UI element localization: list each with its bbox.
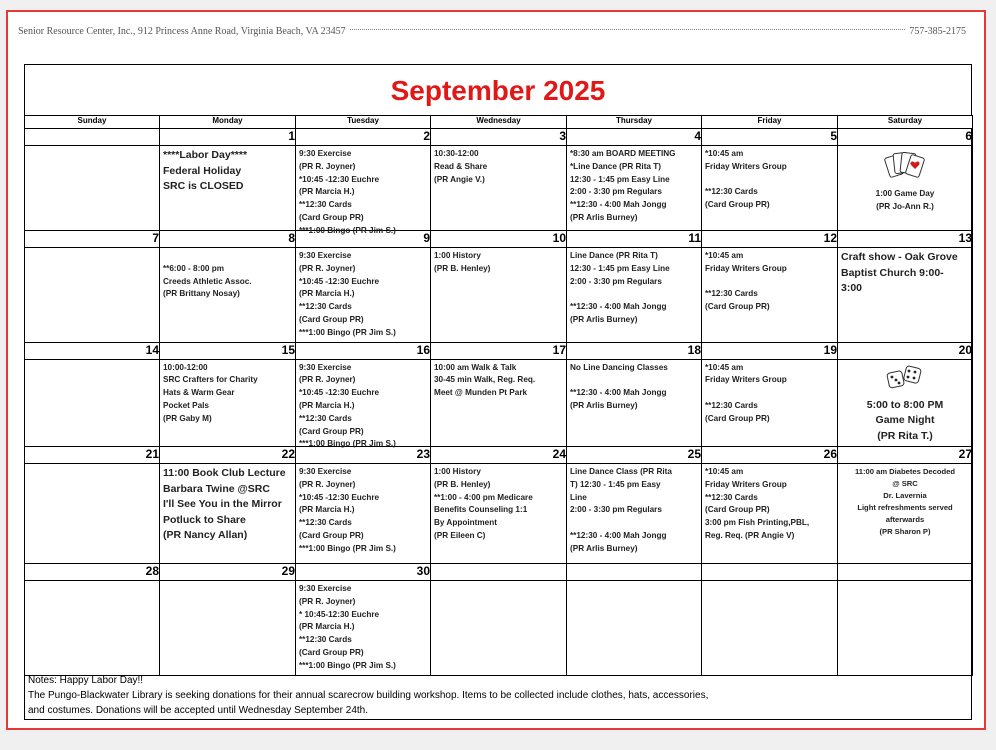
day-events: 9:30 Exercise (PR R. Joyner) *10:45 -12:30 Euchre (PR Marcia H.) **12:30 Cards (Card Group PR) ***1:00 Bingo (PR Jim S.) — [299, 467, 396, 553]
day-number: 15 — [160, 342, 296, 359]
week-1-events — [25, 146, 973, 231]
day-number: 9 — [296, 231, 431, 248]
day-events-cell — [702, 359, 838, 447]
header-address: Senior Resource Center, Inc., 912 Princess Anne Road, Virginia Beach, VA 23457 — [18, 26, 346, 37]
day-number: 24 — [431, 447, 567, 464]
weekday-friday: Friday — [702, 116, 838, 129]
day-number: 5 — [702, 129, 838, 146]
day-number: 3 — [431, 129, 567, 146]
day-events-cell — [25, 248, 160, 343]
day-number: 19 — [702, 342, 838, 359]
day-events: 1:00 History (PR B. Henley) **1:00 - 4:00 pm Medicare Benefits Counseling 1:1 By Appointment (PR Eileen C) — [434, 467, 533, 541]
weekday-thursday: Thursday — [567, 116, 702, 129]
day-events — [25, 581, 159, 585]
day-number: 26 — [702, 447, 838, 464]
weekday-sunday: Sunday — [25, 116, 160, 129]
day-events: *10:45 am Friday Writers Group **12:30 Cards (Card Group PR) — [705, 251, 787, 312]
day-events-cell — [25, 464, 160, 564]
day-events-cell — [160, 146, 296, 231]
day-events — [160, 581, 295, 585]
day-events-cell — [838, 359, 973, 447]
day-events: ****Labor Day**** Federal Holiday SRC is CLOSED — [163, 149, 248, 192]
day-number: 14 — [25, 342, 160, 359]
day-number: 11 — [567, 231, 702, 248]
day-number: 17 — [431, 342, 567, 359]
dice-icon — [885, 364, 925, 390]
day-number — [431, 564, 567, 581]
day-events — [25, 360, 159, 364]
day-events — [25, 464, 159, 468]
day-events-cell — [838, 248, 973, 343]
day-events: *10:45 am Friday Writers Group **12:30 Cards (Card Group PR) — [705, 149, 787, 210]
day-events-cell — [296, 359, 431, 447]
notes-section: Notes: Happy Labor Day!! The Pungo-Blackwater Library is seeking donations for their annual scarecrow building workshop. Items to be collected include clothes, hats, accessories, and costumes. Donations will be accepted until Wednesday September 24th. — [28, 675, 709, 716]
day-events: No Line Dancing Classes **12:30 - 4:00 Mah Jongg (PR Arlis Burney) — [570, 362, 668, 410]
day-events — [431, 581, 566, 585]
day-events: 10:00-12:00 SRC Crafters for Charity Hats & Warm Gear Pocket Pals (PR Gaby M) — [163, 362, 258, 423]
week-4-events — [25, 464, 973, 564]
calendar-title: September 2025 — [390, 75, 606, 106]
weekday-monday: Monday — [160, 116, 296, 129]
day-events-cell — [567, 359, 702, 447]
day-events-cell — [160, 359, 296, 447]
day-events: 9:30 Exercise (PR R. Joyner) * 10:45-12:30 Euchre (PR Marcia H.) **12:30 Cards (Card Group PR) ***1:00 Bingo (PR Jim S.) — [299, 584, 396, 670]
day-number: 28 — [25, 564, 160, 581]
playing-cards-icon — [883, 150, 927, 180]
calendar-page — [24, 64, 972, 720]
day-events-cell — [702, 581, 838, 676]
day-events-cell — [567, 464, 702, 564]
day-events — [25, 248, 159, 252]
day-events: Line Dance Class (PR Rita T) 12:30 - 1:45 pm Easy Line 2:00 - 3:30 pm Regulars **12:30 - 4:00 Mah Jongg (PR Arlis Burney) — [570, 467, 672, 553]
day-events-cell — [838, 464, 973, 564]
day-events: *8:30 am BOARD MEETING *Line Dance (PR Rita T) 12:30 - 1:45 pm Easy Line 2:00 - 3:30 pm Regulars **12:30 - 4:00 Mah Jongg (PR Arlis Burney) — [570, 149, 676, 222]
day-number: 2 — [296, 129, 431, 146]
day-events-cell — [702, 146, 838, 231]
weekday-header-row — [25, 116, 973, 129]
day-events-cell — [431, 464, 567, 564]
weekday-tuesday: Tuesday — [296, 116, 431, 129]
page-header — [18, 26, 966, 37]
day-number — [838, 564, 973, 581]
day-events: 1:00 History (PR B. Henley) — [434, 251, 491, 273]
day-events: 10:00 am Walk & Talk 30-45 min Walk, Reg. Req. Meet @ Munden Pt Park — [434, 362, 536, 398]
day-events: 10:30-12:00 Read & Share (PR Angie V.) — [434, 149, 488, 184]
calendar-grid — [24, 115, 973, 676]
day-number: 8 — [160, 231, 296, 248]
day-number — [567, 564, 702, 581]
day-number: 23 — [296, 447, 431, 464]
day-events: **6:00 - 8:00 pm Creeds Athletic Assoc. (PR Brittany Nosay) — [163, 263, 252, 299]
day-events: Line Dance (PR Rita T) 12:30 - 1:45 pm Easy Line 2:00 - 3:30 pm Regulars **12:30 - 4:00 Mah Jongg (PR Arlis Burney) — [570, 251, 670, 324]
day-events-cell — [25, 359, 160, 447]
week-5-numbers — [25, 564, 973, 581]
day-events — [567, 581, 701, 585]
day-events-cell — [702, 464, 838, 564]
day-events-cell — [567, 581, 702, 676]
day-number — [25, 129, 160, 146]
day-events — [838, 581, 972, 585]
day-events-cell — [25, 581, 160, 676]
day-events-cell — [431, 359, 567, 447]
day-number: 16 — [296, 342, 431, 359]
day-number: 6 — [838, 129, 973, 146]
day-number: 20 — [838, 342, 973, 359]
day-number: 21 — [25, 447, 160, 464]
day-events: 11:00 Book Club Lecture Barbara Twine @SRC I'll See You in the Mirror Potluck to Share (PR Nancy Allan) — [163, 467, 286, 542]
day-events-cell — [160, 581, 296, 676]
day-events: *10:45 am Friday Writers Group **12:30 Cards (Card Group PR) — [705, 362, 787, 423]
day-events-cell — [567, 146, 702, 231]
day-events-cell — [160, 464, 296, 564]
day-events-cell — [431, 146, 567, 231]
day-events-cell — [160, 248, 296, 343]
day-events-cell — [431, 248, 567, 343]
header-phone: 757-385-2175 — [909, 26, 966, 37]
week-2-numbers — [25, 231, 973, 248]
week-3-events — [25, 359, 973, 447]
week-2-events — [25, 248, 973, 343]
header-leader-line — [350, 29, 906, 30]
day-events — [702, 581, 837, 585]
weekday-saturday: Saturday — [838, 116, 973, 129]
day-events: 5:00 to 8:00 PM Game Night (PR Rita T.) — [866, 398, 944, 442]
day-events-cell — [838, 146, 973, 231]
day-number: 4 — [567, 129, 702, 146]
day-number: 10 — [431, 231, 567, 248]
day-events: 9:30 Exercise (PR R. Joyner) *10:45 -12:30 Euchre (PR Marcia H.) **12:30 Cards (Card Group PR) ***1:00 Bingo (PR Jim S.) — [299, 251, 396, 337]
weekday-wednesday: Wednesday — [431, 116, 567, 129]
day-number: 13 — [838, 231, 973, 248]
day-number: 30 — [296, 564, 431, 581]
day-events-cell — [567, 248, 702, 343]
day-events: Craft show - Oak Grove Baptist Church 9:00- 3:00 — [841, 251, 958, 294]
day-events-cell — [838, 581, 973, 676]
day-events-cell — [431, 581, 567, 676]
day-events-cell — [296, 248, 431, 343]
day-number: 27 — [838, 447, 973, 464]
day-number: 25 — [567, 447, 702, 464]
day-events: *10:45 am Friday Writers Group **12:30 Cards (Card Group PR) 3:00 pm Fish Printing,PBL, Reg. Req. (PR Angie V) — [705, 467, 810, 541]
day-number: 12 — [702, 231, 838, 248]
week-3-numbers — [25, 342, 973, 359]
day-events: 11:00 am Diabetes Decoded @ SRC Dr. Lavernia Light refreshments served afterwards (PR Sharon P) — [854, 467, 956, 537]
day-number — [702, 564, 838, 581]
day-events-cell — [25, 146, 160, 231]
day-number: 7 — [25, 231, 160, 248]
day-number: 1 — [160, 129, 296, 146]
day-events-cell — [296, 146, 431, 235]
week-1-numbers — [25, 129, 973, 146]
day-events-cell — [702, 248, 838, 343]
week-5-events — [25, 581, 973, 676]
day-number: 18 — [567, 342, 702, 359]
day-events: 1:00 Game Day (PR Jo-Ann R.) — [875, 189, 935, 211]
day-events-cell — [296, 581, 431, 676]
day-events-cell — [296, 464, 431, 564]
day-events — [25, 146, 159, 150]
day-events: 9:30 Exercise (PR R. Joyner) *10:45 -12:30 Euchre (PR Marcia H.) **12:30 Cards (Card Group PR) ***1:00 Bingo (PR Jim S.) — [299, 149, 396, 235]
day-number: 29 — [160, 564, 296, 581]
week-4-numbers — [25, 447, 973, 464]
day-events: 9:30 Exercise (PR R. Joyner) *10:45 -12:30 Euchre (PR Marcia H.) **12:30 Cards (Card Group PR) ***1:00 Bingo (PR Jim S.) — [299, 362, 396, 449]
day-number: 22 — [160, 447, 296, 464]
